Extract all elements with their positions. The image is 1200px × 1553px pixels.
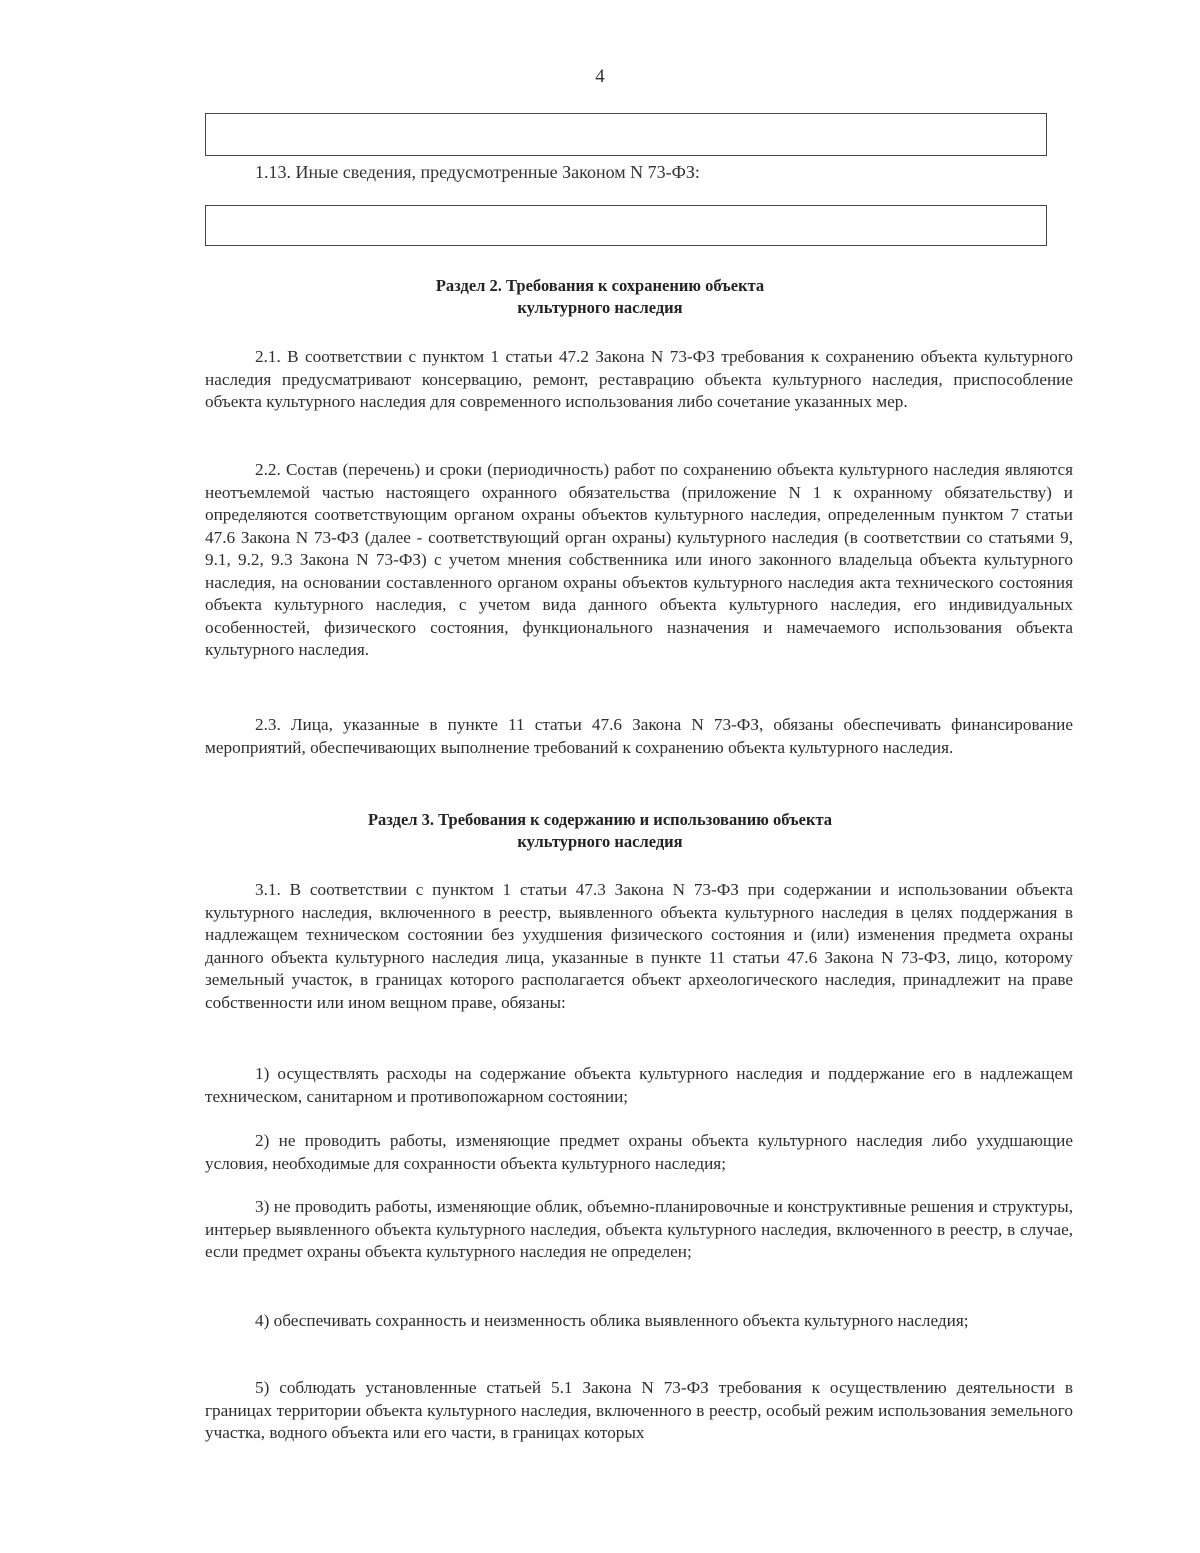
list-item-2: 2) не проводить работы, изменяющие предмет охраны объекта культурного наследия либо ухудшающие условия, необходимые для сохранности объекта культурного наследия;	[205, 1131, 1073, 1173]
section-3-title-line2: культурного наследия	[517, 832, 683, 851]
page-number: 4	[595, 66, 605, 87]
item-1-13: 1.13. Иные сведения, предусмотренные Законом N 73-ФЗ:	[255, 162, 700, 182]
section-3-title-line1: Раздел 3. Требования к содержанию и использованию объекта	[367, 810, 833, 829]
list-item-5: 5) соблюдать установленные статьей 5.1 Закона N 73-ФЗ требования к осуществлению деятельности в границах территории объекта культурного наследия, включенного в реестр, особый режим использования земельного участка, водного объекта или его части, в границах которых	[205, 1378, 1073, 1442]
empty-field-box-other-info	[205, 205, 1047, 246]
empty-field-box-top	[205, 113, 1047, 156]
list-item-4: 4) обеспечивать сохранность и неизменность облика выявленного объекта культурного наследия;	[255, 1311, 969, 1330]
section-2-title-line1: Раздел 2. Требования к сохранению объекта	[435, 276, 765, 295]
section-3-heading	[0, 809, 1200, 853]
paragraph-2-2: 2.2. Состав (перечень) и сроки (периодичность) работ по сохранению объекта культурного наследия являются неотъемлемой частью настоящего охранного обязательства (приложение N 1 к охранному обязательству) и определяются соответствующим органом охраны объектов культурного наследия, определенным пунктом 7 статьи 47.6 Закона N 73-ФЗ (далее - соответствующий орган охраны) культурного наследия (в соответствии со статьями 9, 9.1, 9.2, 9.3 Закона N 73-ФЗ) с учетом мнения собственника или иного законного владельца объекта культурного наследия, на основании составленного органом охраны объектов культурного наследия акта технического состояния объекта культурного наследия, с учетом вида данного объекта культурного наследия, его индивидуальных особенностей, физического состояния, функционального назначения и намечаемого использования объекта культурного наследия.	[205, 460, 1073, 659]
paragraph-2-3: 2.3. Лица, указанные в пункте 11 статьи 47.6 Закона N 73-ФЗ, обязаны обеспечивать финансирование мероприятий, обеспечивающих выполнение требований к сохранению объекта культурного наследия.	[205, 715, 1073, 757]
list-item-3: 3) не проводить работы, изменяющие облик, объемно-планировочные и конструктивные решения и структуры, интерьер выявленного объекта культурного наследия, объекта культурного наследия, включенного в реестр, в случае, если предмет охраны объекта культурного наследия не определен;	[205, 1197, 1073, 1261]
list-item-1: 1) осуществлять расходы на содержание объекта культурного наследия и поддержание его в надлежащем техническом, санитарном и противопожарном состоянии;	[205, 1064, 1073, 1106]
section-2-heading	[0, 275, 1200, 319]
paragraph-3-1: 3.1. В соответствии с пунктом 1 статьи 47.3 Закона N 73-ФЗ при содержании и использовании объекта культурного наследия, включенного в реестр, выявленного объекта культурного наследия в целях поддержания в надлежащем техническом состоянии без ухудшения физического состояния и (или) изменения предмета охраны данного объекта культурного наследия лица, указанные в пункте 11 статьи 47.6 Закона N 73-ФЗ, лицо, которому земельный участок, в границах которого располагается объект археологического наследия, принадлежит на праве собственности или ином вещном праве, обязаны:	[205, 880, 1073, 1012]
section-2-title-line2: культурного наследия	[517, 298, 683, 317]
paragraph-2-1: 2.1. В соответствии с пунктом 1 статьи 47.2 Закона N 73-ФЗ требования к сохранению объекта культурного наследия предусматривают консервацию, ремонт, реставрацию объекта культурного наследия, приспособление объекта культурного наследия для современного использования либо сочетание указанных мер.	[205, 347, 1073, 411]
